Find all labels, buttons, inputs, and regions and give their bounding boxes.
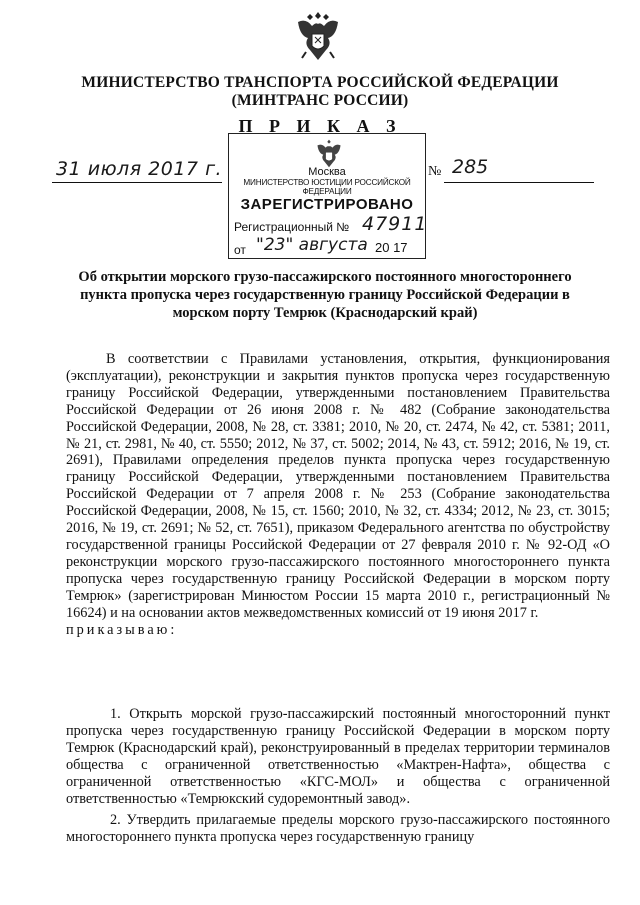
russian-coat-of-arms-icon	[292, 8, 344, 66]
stamp-city: Москва	[308, 166, 346, 178]
stamp-reg-number: 47911	[362, 213, 428, 235]
order-subject: Об открытии морского грузо-пассажирского постоянного многостороннего пункта пропуска через государственную границу Российской Федерации в морском порту Темрюк (Краснодарский край)	[78, 269, 572, 321]
order-title: П Р И К А З	[238, 116, 402, 136]
order-item-2: 2. Утвердить прилагаемые пределы морского грузо-пассажирского постоянного многостороннего пункта пропуска через государственную границу	[66, 812, 610, 845]
stamp-registered: ЗАРЕГИСТРИРОВАНО	[240, 196, 414, 213]
ministry-short-name: (МИНТРАНС РОССИИ)	[231, 92, 409, 109]
stamp-reg-number-label: Регистрационный №	[234, 220, 350, 234]
order-date: 31 июля 2017 г.	[56, 158, 223, 180]
preamble-paragraph	[66, 351, 610, 638]
stamp-ministry: МИНИСТЕРСТВО ЮСТИЦИИ РОССИЙСКОЙ ФЕДЕРАЦИИ	[243, 178, 411, 196]
stamp-from-label: от	[234, 243, 246, 257]
order-item-1: 1. Открыть морской грузо-пассажирский постоянный многосторонний пункт пропуска через государственную границу Российской Федерации в морском порту Темрюк (Краснодарский край), реконструированный в пределах территории терминалов общества с ограниченной ответственностью «Мактрен-Нафта», общества с ограниченной ответственностью «КГС-МОЛ» и общества с ограниченной ответственностью «Темрюкский судоремонтный завод».	[66, 706, 610, 807]
stamp-reg-date: "23" августа	[256, 235, 368, 255]
order-number: 285	[452, 156, 489, 178]
stamp-reg-year: 20 17	[375, 240, 408, 255]
decree-word: приказываю:	[66, 621, 178, 638]
ministry-name: МИНИСТЕРСТВО ТРАНСПОРТА РОССИЙСКОЙ ФЕДЕРАЦИИ	[81, 74, 559, 91]
preamble-text: В соответствии с Правилами установления, открытия, функционирования (эксплуатации), реконструкции и закрытия пунктов пропуска через государственную границу Российской Федерации, утвержденными постановлением Правительства Российской Федерации от 26 июня 2008 г. № 482 (Собрание законодательства Российской Федерации, 2008, № 28, ст. 3381; 2010, № 20, ст. 2474, № 42, ст. 5381; 2011, № 21, ст. 2981, № 40, ст. 5550; 2012, № 37, ст. 5002; 2014, № 43, ст. 5912; 2016, № 19, ст. 2691), Правилами определения пределов пункта пропуска через государственную границу Российской Федерации, утвержденными постановлением Правительства Российской Федерации от 7 апреля 2008 г. № 253 (Собрание законодательства Российской Федерации, 2008, № 15, ст. 1560; 2010, № 32, ст. 4334; 2012, № 23, ст. 3015; 2016, № 19, ст. 2691; № 52, ст. 7651), приказом Федерального агентства по обустройству государственной границы Российской Федерации от 27 февраля 2010 г. № 92-ОД «О реконструкции морского грузо-пассажирского постоянного многостороннего пункта пропуска через государственную границу Российской Федерации в морском порту Темрюк» (зарегистрирован Минюстом России 15 марта 2010 г., регистрационный № 16624) и на основании актов межведомственных комиссий от 19 июня 2017 г.	[66, 351, 610, 621]
number-sign: №	[428, 164, 442, 179]
